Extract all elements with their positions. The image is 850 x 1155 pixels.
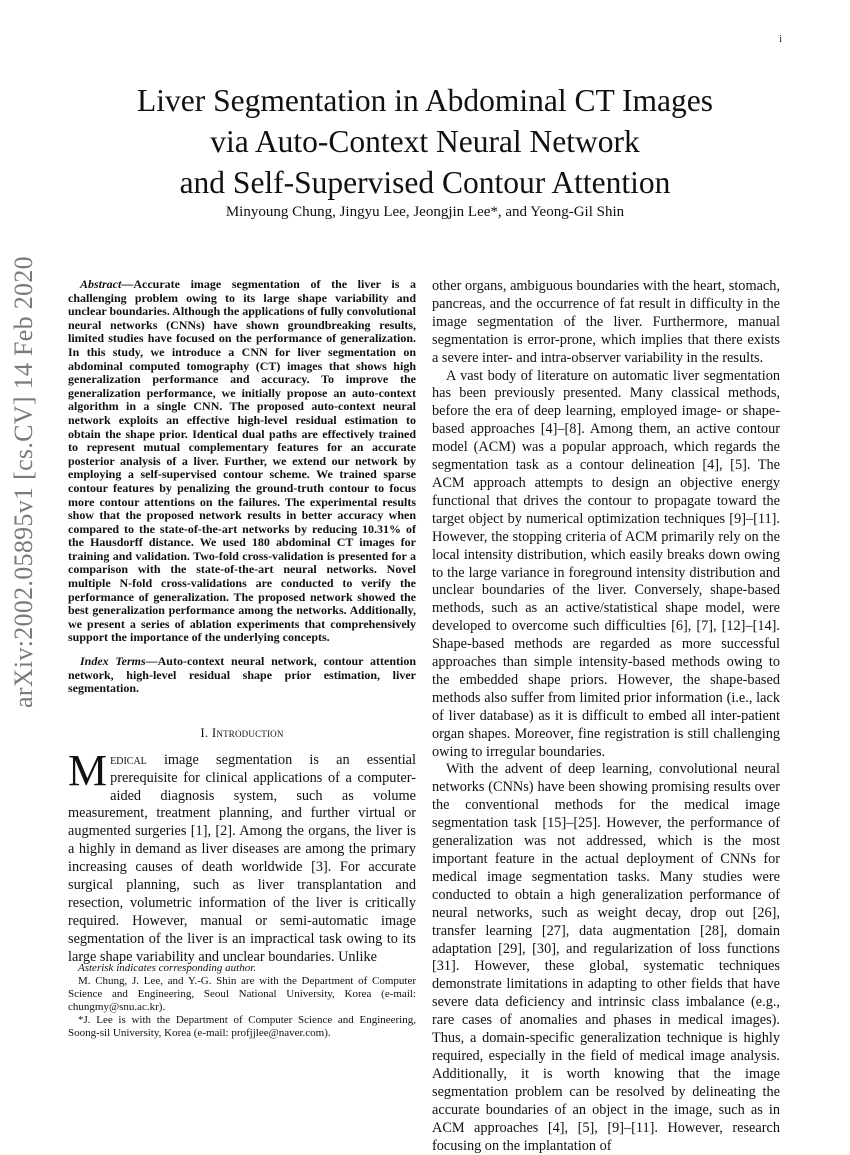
intro-paragraph-1-text: image segmentation is an essential prerequisite for clinical applications of a computer-aided diagnosis system, such as volume measurement, treatment planning, and further virtual or augmented surgeries [1], [2]. Among the organs, the liver is a highly in demand as liver diseases are among the primary increasing causes of death worldwide [3]. For accurate surgical planning, such as liver transplantation and resection, volumetric information of the liver is critically required. However, manual or semi-automatic image segmentation of the liver is an impractical task owing to its large shape variability and unclear boundaries. Unlike [68,751,416,965]
footnote-affiliation-1: M. Chung, J. Lee, and Y.-G. Shin are with the Department of Computer Science and Engineering, Seoul National University, Korea (e-mail: chungmy@snu.ac.kr). [68,975,416,1013]
abstract-label: Abstract [80,277,122,291]
title-line-2: via Auto-Context Neural Network [210,124,640,159]
intro-paragraph-3: With the advent of deep learning, convolutional neural networks (CNNs) have been showing promising results over the conventional methods for the medical image segmentation task [15]–[25]. However, the performance of generalization was not addressed, which is the most important feature in the actual deployment of CNNs for medical image segmentation tasks. Many studies were conducted to obtain a high generalization performance of neural networks, such as weight decay, drop out [26], transfer learning [27], data augmentation [28], domain adaptation [29], [30], and regularization of loss functions [31]. However, these global, systematic techniques demonstrate limitations in adapting to other fields that have severe data deficiency and intrinsic class imbalance (e.g., rare cases of anomalies and phases in medical images). Thus, a domain-specific generalization technique is highly required, especially in the field of medical image analysis. Additionally, it is worth knowing that the image segmentation problem can be resolved by delineating the accurate boundaries of an object in the image, such as in ACM approaches [4], [5], [9]–[11]. However, research focusing on the implantation of [432,761,780,1154]
abstract [68,278,416,645]
left-column [68,278,416,967]
paper-title [70,80,780,203]
abstract-text: —Accurate image segmentation of the liver is a challenging problem owing to its large shape variability and unclear boundaries. Although the applications of fully convolutional neural networks (CNNs) have shown groundbreaking results, limited studies have focused on the performance of generalization. In this study, we introduce a CNN for liver segmentation on abdominal computed tomography (CT) images that shows high generalization performance and accuracy. To improve the generalization performance, we initially propose an auto-context algorithm in a single CNN. The proposed auto-context neural network exploits an effective high-level residual estimation to obtain the shape prior. Identical dual paths are effectively trained to represent mutual complementary features for an accurate posterior analysis of a liver. Further, we extend our network by employing a self-supervised contour scheme. We trained sparse contour features by penalizing the ground-truth contour to focus more contour attentions on the failures. The experimental results show that the proposed network results in better accuracy when compared to the state-of-the-art networks by reducing 10.31% of the Hausdorff distance. We used 180 abdominal CT images for training and validation. Two-fold cross-validation is presented for a comparison with the state-of-the-art neural networks. Novel multiple N-fold cross-validations are conducted to verify the performance of generalization. The proposed network showed the best generalization performance among the networks. Additionally, we present a series of ablation experiments that comprehensively support the importance of the underlying concepts. [68,277,416,645]
intro-paragraph-1-continued: other organs, ambiguous boundaries with the heart, stomach, pancreas, and the occurrence of fat result in difficulty in the image segmentation of the liver. Furthermore, manual segmentation is error-prone, which implies that there exists a severe inter- and intra-observer variability in the results. [432,278,780,366]
arxiv-identifier-text: arXiv:2002.05895v1 [cs.CV] 14 Feb 2020 [9,256,38,708]
index-terms-text: —Auto-context neural network, contour attention network, high-level residual shape prior estimation, liver segmentation. [68,654,416,696]
footnotes [68,962,416,1040]
author-list: Minyoung Chung, Jingyu Lee, Jeongjin Lee*, and Yeong-Gil Shin [225,204,625,220]
title-line-1: Liver Segmentation in Abdominal CT Images [137,83,713,118]
index-terms-label: Index Terms [80,654,146,669]
index-terms [68,655,416,696]
page-number: i [779,34,782,45]
intro-paragraph-2: A vast body of literature on automatic liver segmentation has been previously presented. Many classical methods, before the era of deep learning, employed image- or shape-based approaches [4]–[8]. Among them, an active contour model (ACM) was a popular approach, which regards the segmentation task as a contour delineation [4], [5]. The ACM approach attempts to design an objective energy functional that drives the contour to propagate toward the target object by numerical optimization techniques [9]–[11]. However, the stopping criteria of ACM primarily rely on the local intensity distribution, which easily breaks down owing to the large variance in foreground intensity distribution and unclear boundaries of the liver. Conversely, shape-based methods, such as an active/statistical shape model, were developed to overcome such difficulties [6], [7], [12]–[14]. Shape-based methods are regarded as more successful approaches than simple intensity-based methods owing to the embedded shape priors. However, the shape-based methods also suffer from limited prior information (i.e., lack of liver database) as it is difficult to embed all inter-patient organ shapes. Moreover, fine registration is still challenging owing to irregular boundaries. [432,367,780,760]
section-title: Introduction [211,724,284,740]
footnote-affiliation-2: *J. Lee is with the Department of Computer Science and Engineering, Soong-sil University, Korea (e-mail: profjjlee@naver.com). [68,1014,416,1039]
drop-cap-word-rest: edical [110,751,147,768]
intro-paragraph-1 [68,745,416,967]
section-heading-introduction [68,724,416,742]
footnote-asterisk-note: Asterisk indicates corresponding author. [78,962,257,974]
right-column [432,278,780,1155]
section-number: I. [200,724,212,740]
title-line-3: and Self-Supervised Contour Attention [179,165,671,200]
drop-cap-letter: M [68,745,108,795]
arxiv-identifier-stamp [4,256,44,720]
